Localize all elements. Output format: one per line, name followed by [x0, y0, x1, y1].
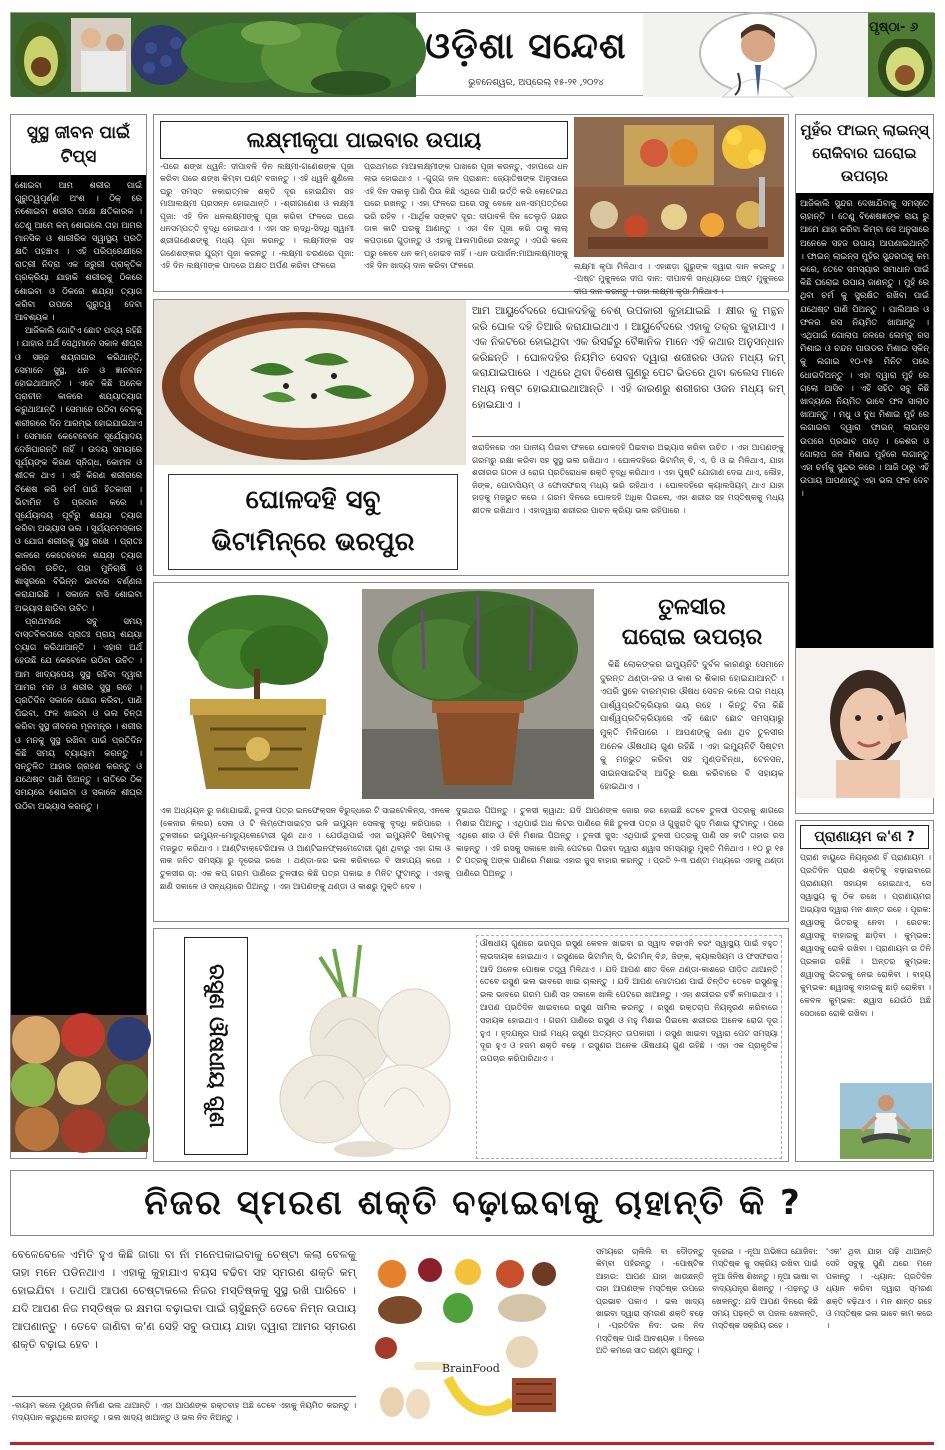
pranayam-yoga-photo: [840, 1083, 932, 1159]
ghola-body: ଖରାଦିନରେ ଏହା ପାନୀୟ ପିଇବା ଫଳରେ ଘୋଳଦହି ପିଇବାର ଅଭ୍ୟାସ କରିବା ଉଚିତ । ଏହା ଆପଣଙ୍କୁ ଗରମରୁ ରକ୍ଷା କରିବା ସହ ସୁସ୍ଥ ଭଲ ରଖିଥାଏ । ଘୋଳଦହିରେ ଭିଟାମିନ୍ ବି, ଏ, ଡି ଓ ଇ ମିଳିଥାଏ, ଯାହା ଶରୀରର ଗଠନ ଓ ରୋଗ ପ୍ରତିରୋଧକ ଶକ୍ତି ବୃଦ୍ଧି କରିଥାଏ । ଏହା ପୁଷ୍ଟି ଯୋଗାଣ ଦେଇ ଥାଏ, ଲୌହ, ଜିଙ୍କ, ପୋଟାସିୟମ୍ ଓ ଫୋସଫରସ୍ ମଧ୍ୟ ଭରି ରହିଥାଏ । ଘୋଳଦହିରେ କ୍ୟାଲସିୟମ୍ ଥାଏ ଯାହା ହାଡ଼କୁ ମଜଭୁତ କରେ । ଗରମ ଦିନରେ ଘୋଳଦହି ଅଧିକ ପିଇଲେ, ଏହା ଶରୀର ସହ ମସ୍ତିଷ୍କକୁ ମଧ୍ୟ ଶୀତଳ ରଖିଥାଏ । ଏହାଦ୍ୱାରା ଶରୀରର ପାଚନ କ୍ରିୟା ଭଲ ରହିପାରେ ।: [472, 443, 784, 515]
memory-col-3: 'ଏକ' ଥିବା ଯାହା ପଢ଼ି ଥାଆନ୍ତି ସେହି ସବୁକୁ ପୁଣି ଥରେ ମନେ ପକାନ୍ତୁ । -ଧ୍ୟାନ: ପ୍ରତିଦିନ ଧ୍ୟାନ କରିବା ଦ୍ୱାରା ସ୍ମରଣ ଶକ୍ତି ବଢ଼ିଥାଏ । ମନ ଶାନ୍ତ ରହେ ଓ ମସ୍ତିଷ୍କ ଭଲ ଭାବେ କାମ କରେ ।: [826, 1247, 932, 1331]
garlic-body: ଔଷଧୀୟ ଗୁଣରେ ଭରପୂର ରସୁଣ କେବଳ ଖାଇବା ର ସ୍ୱାଦ ବଢାଏନି ବରଂ ସ୍ୱାସ୍ଥ୍ୟ ପାଇଁ ବହୁତ ଲାଭଦାୟକ ହୋଇଥାଏ । ରସୁଣରେ ଭିଟାମିନ୍ ସି, ଭିଟାମିନ୍ ବି୬, ଜିଙ୍କ, କ୍ୟାଲସିୟମ ଓ ଫସଫରସ ଆଦି ଅନେକ ପୋଷକ ତତ୍ତ୍ୱ ମିଳିଥାଏ । ଯଦି ଆପଣ ଶୀତ ଦିନେ ଥଣ୍ଡା-କାଶରେ ପୀଡ଼ିତ ଥାଆନ୍ତି ତେବେ ରସୁଣ ଭଲ ଭାବରେ ଖାଇ ଚାଲନ୍ତୁ । ଯଦି ଆପଣ ମୋଟାପଣ ପାଇଁ ଚିନ୍ତିତ ତେବେ ରସୁଣକୁ ଭଲ ଭାବରେ ଗରମ ପାଣି ସହ ସକାଳେ ଖାଲି ପେଟରେ ଖାଆନ୍ତୁ । ଏହା ଶରୀରର ଚର୍ବି କମାଇଥାଏ । ଆପଣ ପ୍ରତିଦିନ ଖାଇବାରେ ରସୁଣ ସାମିଲ କରନ୍ତୁ । ରସୁଣ ରକ୍ତଚାପ ନିୟନ୍ତ୍ରଣ କରିବାରେ ସହାୟକ ହୋଇଥାଏ । ଗରମ ପାଣିରେ ରସୁଣ ଓ ମହୁ ମିଶାଇ ପିଇଲେ ଶରୀରର ଅନେକ ରୋଗ ଦୂର ହୁଏ । ହୃଦଯନ୍ତ୍ର ପାଇଁ ମଧ୍ୟ ରସୁଣ ଅତ୍ୟନ୍ତ ଉପକାରୀ । ରସୁଣ ଖାଇବା ଦ୍ୱାରା ପେଟ ସମସ୍ୟା ଦୂର ହୁଏ ଓ ହଜମ ଶକ୍ତି ବଢ଼େ । ରସୁଣର ଅନେକ ଔଷଧୀୟ ଗୁଣ ରହିଛି । ଏହା ଏକ ପ୍ରାକୃତିକ ଉପଚାର କରିପାରିଥାଏ ।: [476, 935, 782, 1159]
lakshmi-puja-photo: [574, 117, 784, 257]
garlic-title-box: [184, 937, 248, 1155]
page-number: ପୃଷ୍ଠା- ୬: [869, 20, 919, 35]
tulsi-col-1: ଏକ ଅଧ୍ୟୟନ ରୁ ଜଣାଯାଇଛି, ତୁଳସୀ ପତ୍ର ଇନଫେକ୍ସନ ବିରୁଦ୍ଧରେ ଟି ସାଇଟୋକିନ୍ସ, ଏନକେ (କେନାର କିଲର) ସେଲ ଓ ଟି ଲିମ୍ଫୋସାଇଟ୍ସ ଭଳି ଇମ୍ୟୁନ ସେଲକୁ ବୃଦ୍ଧି କରିପାରେ । ତୁଳସୀରେ ଇମ୍ୟୁନ-ମୋଡ୍ୟୁଲେଟୋରୀ ଗୁଣ ଥାଏ । ଯେଉଁଥିପାଇଁ ଏହା ଇମ୍ୟୁନିଟି ସିଷ୍ଟମକୁ ମଜଭୁତ କରିଥାଏ । ଆଣ୍ଟିବାକ୍ଟେରିଆଲ ଓ ଆଣ୍ଟିଇନଫ୍ଲାମେଟୋରୀ ଗୁଣ ଥିବାରୁ ଏହା ଗଳା ଓ ନାକ ଜନିତ ସମସ୍ୟା ରୁ ଦୂରେଇ ରଖେ । ଥଣ୍ଡା-ଜର ଭଲ କରିବାରେ ବି ସାହାଯ୍ୟ କରେ । ତୁଳସୀର ଚା: ଏକ କପ୍ ଗରମ ପାଣିରେ ତୁଳସୀର କିଛି ପତ୍ର ପକାଇ ୫ ମିନିଟ ଫୁଟାନ୍ତୁ । ଏହାକୁ ଛାଣି ସକାଳେ ଓ ସନ୍ଧ୍ୟାରେ ପିଅନ୍ତୁ । ଏହା ଆପଣଙ୍କୁ ଥଣ୍ଡା ଓ କାଶରୁ ମୁକ୍ତି ଦେବ ।: [160, 806, 450, 891]
memory-col-2: ଦୂରେଇ । -ନୂଆ ଅଭିଜ୍ଞତା ଯୋଜିବା: ମସ୍ତିଷ୍କ କୁ ସକ୍ରିୟ ରଖିବା ପାଇଁ ନୂଆ ଜିନିଷ ଶିଖନ୍ତୁ । ନୂଆ ଭାଷା ବା ବାଦ୍ୟଯନ୍ତ୍ର ଶିଖନ୍ତୁ । -ପଢ଼ନ୍ତୁ ଓ ଖେଳନ୍ତୁ: ଯଦି ଆପଣ ଦିନରେ କିଛି ସମୟ ପଢ଼ନ୍ତି ବା ପଜଲ ଖେଳନ୍ତି, ମସ୍ତିଷ୍କ ସକ୍ରିୟ ରହେ ।: [712, 1247, 818, 1331]
ghola-title-line-2: ଭିଟାମିନ୍‌ରେ ଭରପୁର: [211, 527, 415, 557]
memory-foot: -ବାୟାମ କଲେ ମୁଣ୍ଡର ନିର୍ମାଣ ଭଲ ଥାଆନ୍ତି । ଏହା ଆପଣଙ୍କ ରକ୍ତବାହ ଅଛି ତେବେ ଏହାକୁ ନିୟମିତ କରନ୍ତୁ । ମଦ୍ୟପାନ କରୁଥିଲେ ଛାଡ଼ନ୍ତୁ । ଭଲ ଖାଦ୍ୟ ଖାଆନ୍ତୁ ଓ ଭଲ ନିଦ ନିଅନ୍ତୁ ।: [12, 1401, 356, 1423]
memory-article: [10, 1242, 934, 1440]
memory-headline: ନିଜର ସ୍ମରଣ ଶକ୍ତି ବଢ଼ାଇବାକୁ ଚାହାନ୍ତି କି ?: [144, 1183, 802, 1223]
right-column-title: ମୁହଁର ଫାଇନ୍ ଲାଇନ୍ସ୍ ରୋକିବାର ଘରୋଇ ଉପଚାର: [800, 121, 929, 185]
ghola-title: [168, 474, 458, 570]
left-column-body: [11, 175, 146, 1015]
memory-intro-divider: [12, 1396, 356, 1397]
ghola-title-line-1: ଘୋଳଦହି ସବୁ: [245, 485, 381, 515]
masthead-date: ଭୁବନେଶ୍ୱର, ଅପ୍ରେଲ୍ ୧୫-୨୧ ,୨୦୨୪: [468, 78, 604, 88]
brain-food-label: BrainFood: [442, 1362, 500, 1375]
garlic-title: ରସୁଣ ଔଷଧୀୟ ଗୁଣ: [205, 964, 229, 1128]
tulsi-title-line-2: ଘରୋଇ ଉପଚାର: [621, 625, 763, 650]
left-column-para-3: ପ୍ରଥମରେ ସବୁ ସମୟ ବାସ୍ତବିକତାରେ ପ୍ରାତଃ ପ୍ରାୟ ଶଯ୍ୟା ତ୍ୟାଗ କରିଥାଆନ୍ତି । ଏହାର ଅର୍ଥ ହେଉଛି ଯେ କେବେଳେ ଉଠିବା ଉଚିତ । ଆମ ଖାଦ୍ୟପେୟ ସୁସ୍ଥ ରହିବା ଦ୍ୱାରା ଆମର ମନ ଓ ଶରୀର ସୁସ୍ଥ ରହେ । ପ୍ରତିଦିନ ସକାଳେ ଯୋଗ କରିବା, ପାଣି ପିଇବା, ଫଳ ଖାଇବା ଓ ଭଲ ଚିନ୍ତା କରିବା ସୁସ୍ଥ ଜୀବନର ମୂଳମନ୍ତ୍ର । ଶରୀର ଓ ମନକୁ ସୁସ୍ଥ ରଖିବା ପାଇଁ ପ୍ରତିଦିନ କିଛି ସମୟ ବ୍ୟାୟାମ କରନ୍ତୁ । ସନ୍ତୁଳିତ ଆହାର ଗ୍ରହଣ କରନ୍ତୁ ଓ ଯଥେଷ୍ଟ ପାଣି ପିଅନ୍ତୁ । ରାତିରେ ଠିକ ସମୟରେ ଶୋଇବା ଓ ସକାଳେ ଶୀଘ୍ର ଉଠିବା ଅଭ୍ୟାସ କରନ୍ତୁ ।: [15, 615, 142, 811]
right-column-face-photo: [796, 648, 935, 798]
memory-headline-box: [10, 1170, 934, 1236]
lakshmi-col-1: -ପରେ ଶଙ୍ଖ ଧ୍ୱନି: ଦୀପାବଳି ଦିନ ଲକ୍ଷ୍ମୀ-ଗଣେଶଙ୍କ ପୂଜା କରିବା ପରେ ଶଙ୍ଖ କିମ୍ବା ଘଣ୍ଟ ବଜାନ୍ତୁ । ଏହି ଧ୍ୱନି ଶୁଣିଲେ ଘରୁ ସମସ୍ତ ନକାରାତ୍ମକ ଶକ୍ତି ଦୂର ହୋଇଯିବା ସହ ମାଆଲକ୍ଷ୍ମୀ ପ୍ରସନ୍ନ ହୋଇଥାନ୍ତି । -ଶ୍ରୀଗଣେଶ ଓ ଲକ୍ଷ୍ମୀ ପୂଜା: ଏହି ଦିନ ଧନଲକ୍ଷ୍ମୀଙ୍କୁ ପୂଜା କରିବା ଫଳରେ ଘରେ ଧନସମ୍ପତ୍ତି ବୃଦ୍ଧି ହୋଇଥାଏ । ଏହା ସହ ଋଦ୍ଧି-ସିଦ୍ଧି ସ୍ୱାମୀ ଶ୍ରୀଗଣେଶଙ୍କୁ ମଧ୍ୟ ପୂଜା କରନ୍ତୁ । ଲକ୍ଷ୍ମୀଙ୍କ ସହ ଗଣେଶଙ୍କର ଯୁଗ୍ମ ପୂଜା କରନ୍ତୁ । -ଲକ୍ଷ୍ମୀ ଚରଣରେ ପୂଜା: ଏହି ଦିନ ଲକ୍ଷ୍ମୀଙ୍କ ପାଦରେ ଅକ୍ଷତ ଅର୍ପଣ କରିବା ଫଳରେ: [160, 162, 354, 271]
left-column-para-1: ଶୋଇବା ଆମ ଶରୀର ପାଇଁ ଗୁରୁତ୍ୱପୂର୍ଣ୍ଣ ଅଂଶ । ଠିକ୍ ରେ ନଶୋଇବା ଶରୀର ପକ୍ଷେ କ୍ଷତିକାରକ । ତେଣୁ ଆମେ କମ୍ ଶୋଇଲେ ତାହା ଆମର ମାନସିକ ଓ ଶାରୀରିକ ସ୍ୱାସ୍ଥ୍ୟ ପ୍ରତି କ୍ଷତି ପହଞ୍ଚାଏ । ଏହି ପରିପ୍ରେକ୍ଷୀରେ ରାତ୍ରୀ ନିଦ୍ରା ଏକ ଜରୁରୀ ପ୍ରାକୃତିକ ପ୍ରକ୍ରିୟା ଯାହାକି ଶରୀରକୁ ଠିକରେ ଶୋଇବା ଓ ଠିକରେ ଶଯ୍ୟା ତ୍ୟାଗ କରିବା ଉପରେ ଗୁରୁତ୍ୱ ଦେବା ଆବଶ୍ୟକ ।: [15, 180, 142, 323]
tulsi-title-line-1: ତୁଳସୀର: [658, 595, 726, 620]
pranayam-box: [795, 820, 934, 1162]
ghola-article: [153, 299, 789, 576]
ghola-intro: ଆମ ଆୟୁର୍ବେଦରେ ଘୋଳଦହିକୁ ବେଶ୍ ଉପକାରୀ କୁହାଯାଇଛି । କ୍ଷୀର କୁ ମନ୍ଥନ କରି ଘୋଳ ଦହି ତିଆରି କରାଯାଇଥାଏ । ଆୟୁର୍ବେଦରେ ଏହାକୁ ତକ୍ର କୁହାଯାଏ । ଏକ ନିକଟରେ ହୋଇଥିବା ଏକ ରିସର୍ଚ୍ଚରୁ ବୈଜ୍ଞାନିକ ମାନେ ଏହି କଥାର ଅନୁସନ୍ଧାନ କରିଛନ୍ତି । ଘୋଳଦହିର ନିୟମିତ ସେବନ ଦ୍ୱାରା ଶରୀରର ଓଜନ ମଧ୍ୟ କମ୍ କରାଯାଇପାରେ । ଏଥିରେ ଥିବା ବିଶେଷ ଗୁଣରୁ ପେଟ ଭିତରେ ଥିବା କଲେସ ମାନେ ମଧ୍ୟ ନଷ୍ଟ ହୋଇଯାଇଥାଆନ୍ତି । ଏହି କାରଣରୁ ଶରୀରର ଓଜନ ମଧ୍ୟ କମ୍ ହୋଇଯାଏ ।: [472, 305, 784, 411]
left-column: [10, 114, 147, 1159]
right-column-text: ଆଜିକାଲି ସୁନ୍ଦର ଦେଖାଯିବାକୁ ସମସ୍ତେ ଚାହାନ୍ତି । ତେଣୁ ବିଶେଷଜ୍ଞଙ୍କ ରାୟ ରୁ ଆମେ ଯାହା କରିବା କିମ୍ବା ସେ ଅନୁସାରେ ଅନେକେ ସହଜ ଉପାୟ ଆପଣାଇଥାନ୍ତି । ଫାଇନ୍ ଲାଇନ୍ସ ମୁହଁର ସୁନ୍ଦରତାକୁ କମ କରେ, ତେବେ ସମସ୍ୟାର ସମାଧାନ ପାଇଁ କିଛି ଘରୋଇ ଉପାୟ ଜାଣନ୍ତୁ । ମୁହଁ ରେ ଥିବା ଚର୍ମ କୁ ସୁରକ୍ଷିତ ରଖିବା ପାଇଁ ଯଥେଷ୍ଟ ପାଣି ପିଅନ୍ତୁ । ପାଲିଆର ଓ ଫଳର ରସ ନିୟମିତ ଖାଆନ୍ତୁ । ଏଥିପାଇଁ ଗୋଲାପ ଜଳରେ ଲେମ୍ବୁ ରସ ମିଶାଇ ଓ ଚନ୍ଦନ ପାଉଡର ମିଶାଇ ସ୍କିନ୍ କୁ ଲଗାଇ ୧୦-୧୫ ମିନିଟ ପରେ ଧୋଇଦିଅନ୍ତୁ । ଏହା ଦ୍ୱାରା ମୁହଁ ରେ ଗ୍ଲୋ ଆସିବ । ଏହି ସହିତ ସବୁ କିଛି ଖାଦ୍ୟରେ ନିୟମିତ ଭାବେ ଫଳ ସାଲାଡ ଖାଆନ୍ତୁ । ମଧୁ ଓ ଦୁଧ ମିଶାଇ ମୁହଁ ରେ ଲଗାଇବା ଦ୍ୱାରା ଫାଇନ୍ ଲାଇନ୍ସ ଉପରେ ପ୍ରଭାବ ପଡ଼େ । କେଶର ଓ ଗୋଲାପ ଜଳ ମିଶାଇ ମୁହଁରେ ଲଗାନ୍ତୁ ଏହା ଚର୍ମକୁ ସୁନ୍ଦର କରେ । ଆଜି ଠାରୁ ଏହି ଉପାୟ ଆପଣାନ୍ତୁ ଏହା ଭଲ ଫଳ ଦେବ ।: [800, 198, 929, 499]
left-column-para-2: ଆଜିକାଲି ଗୋଟିଏ ଛୋଟ ପଦ୍ୟ ରହିଛି । ଯାହାର ଅର୍ଥ ସେଥିମାନେ ସକାଳ ଶୀଘ୍ର ଓ ସଞ୍ଜ ଶୟନାଗାର କରିଥାନ୍ତି, ସେମାନେ ସୁସ୍ଥ, ଧନ ଓ ଜ୍ଞାନବାନ ହୋଇଥାଆନ୍ତି । ଏବେ କିଛି ଅନେକ ପ୍ରାଚୀନ କାଳରେ ଶଯ୍ୟାତ୍ୟାଗ କରୁଥାଆନ୍ତି । ସେମାନେ ଉଠିବା ବେଳକୁ ଶରୀରରେ ଦିନ ଆରମ୍ଭ ହୋଇଯାଇଥାଏ । ସେମାନେ କେବେବେଳେ ସୂର୍ଯ୍ୟୋଦୟ ଦେଖିପାରନ୍ତି ନାହିଁ । ଉଦୟ ସମୟରେ ସୂର୍ଯ୍ୟଙ୍କ କିରଣ ସ୍ନିଗ୍ଧ, କୋମଳ ଓ ଶୀତଳ ଥାଏ । ଏହି କିରଣ ଶରୀରରେ ବିଶେଷ କରି ଚର୍ମ ପାଇଁ ହିତକାରୀ । ଭିଟାମିନ ଡି ପ୍ରଦାନ କରେ । ସୂର୍ଯ୍ୟୋଦୟ ପୂର୍ବରୁ ଶଯ୍ୟା ତ୍ୟାଗ କରିବା ଅଭ୍ୟାସ ଭଲ । ସୂର୍ଯ୍ୟନମସ୍କାର ଓ ଯୋଗ ଶରୀରକୁ ସୁସ୍ଥ ରଖେ । ପ୍ରାତଃ କାଳରେ କେତେବେଳେ ଶଯ୍ୟା ତ୍ୟାଗ କରିବା ଉଚିତ, ତାହା ମୁନିଋଷି ଓ ଶାସ୍ତ୍ରରେ ବିଭିନ୍ନ ଭାବରେ ବର୍ଣ୍ଣନା କରାଯାଇଛି । ସକାଳେ ବାସି ଶୋଇବା ଅଭ୍ୟାସ ଛାଡିବା ଉଚିତ ।: [15, 325, 143, 613]
tulsi-intro: କିଛି ଲୋକଙ୍କର ଇମ୍ୟୁନିଟି ଦୁର୍ବଳ କାରଣରୁ ସେମାନେ ଦୁରନ୍ତ ଥଣ୍ଡା-ଜର ଓ କାଶ ର ଶିକାର ହୋଇଯାଆନ୍ତି । ଏପରି ସ୍ଥଳେ ବାରମ୍ବାର ଔଷଧ ସେବନ କଲେ ତାର ମଧ୍ୟ ପାର୍ଶ୍ୱପ୍ରତିକ୍ରିୟାର ଭୟ ରହେ । କିନ୍ତୁ ବିନା କିଛି ପାର୍ଶ୍ୱପ୍ରତିକ୍ରିୟାରେ ଏହି ଛୋଟ ଛୋଟ ସମସ୍ୟାରୁ ମୁକ୍ତି ମିଳିପାରେ । ଆପଣଙ୍କୁ ଜଣା ଥିବ ତୁଳସୀର ଅନେକ ଔଷଧୀୟ ଗୁଣ ରହିଛି । ଏହା ଇମ୍ୟୁନିଟି ସିଷ୍ଟମ କୁ ମଜଭୁତ କରିବା ସହ ମୁଣ୍ଡବିନ୍ଧା, ଟେନସନ, ସାଇନସାଇଟିସ୍ ଆଦିରୁ ରକ୍ଷା କରିବାରେ ବି ସହାୟକ ହୋଇଥାଏ ।: [600, 660, 784, 793]
masthead: [10, 12, 934, 96]
tulsi-plant-photo: [362, 589, 594, 799]
right-column: [795, 114, 934, 814]
lakshmi-article: [153, 114, 789, 296]
tulsi-col-2: ଦୁଇଥର ପିଅନ୍ତୁ । ତୁଳସୀ କ୍ୱାଥ: ଯଦି ଆପଣଙ୍କ ଜୋର ଜର ହୋଇଛି ତେବେ ତୁଳସୀ ପତ୍ରକୁ ଶାଗରେ ମିଶାଇ ପିଅନ୍ତୁ । ଏଥିପାଇଁ ଅଧ ଲିଟର ପାଣିରେ କିଛି ତୁଳସୀ ପତ୍ର ଓ ଗୁଜୁରାତି ଗୁଡ଼ ମିଶାଇ ଫୁଟାନ୍ତୁ । ପରେ ଏଥିରେ ଶୀର ଓ ଚିନି ମିଶାଇ ପିଅନ୍ତୁ । ତୁଳସୀ ଜୁସ: ଏଥିପାଇଁ ତୁଳସୀ ପତ୍ରକୁ ପାଣି ସହ ବାଟି ତାହାର ରସ କାଢ଼ନ୍ତୁ । ଏହି ରସକୁ ସକାଳେ ଖାଲି ପେଟରେ ପିଇବା ଦ୍ୱାରା ଶ୍ୱାସ ସମସ୍ୟାରୁ ମୁକ୍ତି ମିଳିଥାଏ । ୧୦ ରୁ ୧୫ ଟି ପତ୍ରକୁ ଅଙ୍କ ପାଣିରେ ମିଶାଇ ଏହାର ଜୁସ ବାହାର କରନ୍ତୁ । ପ୍ରତି ୨-୩ ଘଣ୍ଟା ମଧ୍ୟରେ ଏହାକୁ ଥଣ୍ଡା ପାଣିରେ ପିଅନ୍ତୁ ।: [456, 806, 784, 878]
masthead-title: ଓଡ଼ିଶା ସନ୍ଦେଶ: [425, 26, 627, 67]
pranayam-title: ପ୍ରାଣାୟମ କ'ଣ ?: [800, 825, 929, 849]
right-column-body: [796, 193, 933, 648]
ghola-divider: [472, 436, 784, 437]
masthead-left-photo: [11, 13, 416, 97]
lakshmi-col-3: ଲକ୍ଷ୍ମୀ କୃପା ମିଳିଥାଏ । ଏହାଛଡ଼ା ଗୁରୁଙ୍କ ଦ୍ୱାରା ଦାନ କରନ୍ତୁ । -ଅଷ୍ଟ ମୁକୁଳରେ ଦୀପ ଦାନ: ଦୀପାବଳି ସନ୍ଧ୍ୟାରେ ଅଷ୍ଟ ମୁକୁଳରେ ଦୀପ ଦାନ କରନ୍ତୁ । ତାହା ଲକ୍ଷ୍ମୀ କୃପା ମିଳିଥାଏ ।: [574, 262, 784, 296]
pranayam-body: ପ୍ରାଣ ବାୟୁରେ ନିୟନ୍ତ୍ରଣ ହିଁ ପ୍ରାଣାୟମ । ପ୍ରତିଦିନ ପ୍ରାଣ ଶକ୍ତିକୁ ବଢ଼ାଇବାରେ ପ୍ରାଣାୟମ ସହାୟକ ହୋଇଥାଏ, ସେ ସ୍ୱାସ୍ଥ୍ୟ କୁ ଠିକ ରଖେ । ପ୍ରାଣାୟମର ଅଭ୍ୟାସ ଦ୍ୱାରା ମନ ଶାନ୍ତ ରହେ । ପୂରକ: ଶ୍ୱାସକୁ ଭିତରକୁ ନେବା । ରେଚକ: ଶ୍ୱାସକୁ ବାହାରକୁ ଛାଡ଼ିବା । କୁମ୍ଭକ: ଶ୍ୱାସକୁ ରୋକି ରଖିବା । ପ୍ରାଣାୟମ ର ତିନି ପ୍ରକାର ରହିଛି । ଅନ୍ତର କୁମ୍ଭକ: ଶ୍ୱାସକୁ ଭିତରକୁ ନେଇ ରୋକିବା । ବାହ୍ୟ କୁମ୍ଭକ: ଶ୍ୱାସକୁ ବାହାରକୁ ଛାଡ଼ି ରୋକିବା । କେବଳ କୁମ୍ଭକ: ଶ୍ୱାସ ଯେଉଁଠି ଅଛି ସେଠାରେ ରୋକି ରଖିବା ।: [800, 853, 931, 1018]
ghola-buttermilk-photo: [154, 300, 466, 465]
brain-food-photo: [362, 1252, 562, 1440]
lakshmi-col-2: ପ୍ରଥମରେ ମାଆଲକ୍ଷ୍ମୀଙ୍କ ପାଖରେ ପୂଜା କରନ୍ତୁ, ଏହାପରେ ଧନ ଲାଭ ହୋଇଥାଏ । -ଗୁଗ୍ଗ ଜଳ ପ୍ରାଶନ: ଜ୍ୟୋତିଷଙ୍କ ଅନୁସାରେ ଏହି ଦିନ ସକାଳୁ ପାଣି ପିଉ କିଛି ଏଥିରେ ପାଣି ଭର୍ତ୍ତି କରି ଲୋଟେଇଥ ଘରେ ରଖନ୍ତୁ । ଏହା ଫଳରେ ଘରେ ସବୁ ବେଳେ ଧନ-ସମ୍ପତ୍ତିରେ ଭରି ରହିବ । -ଆର୍ଥିକ ସଙ୍କଟ ଦୂର: ଦୀପାବଳି ଦିନ ତେଲୁଡ଼ି ଗଛର ଡାଳ କାଟି ଘରକୁ ଆଣନ୍ତୁ । ଏହା ଦିନ ପୂଜା କରି ତାକୁ ଲାଲ୍ କପଡ଼ାରେ ଗୁଡ଼ାନ୍ତୁ ଓ ଏହାକୁ ଆଲମାରିରେ ରଖନ୍ତୁ । ଏପରି କଲେ ଘରୁ କେବେ ଧନ କମ୍ ହୋଇବ ନାହିଁ । -ଧନ ଉପାର୍ଜନ:ମାଆଲକ୍ଷ୍ମୀଙ୍କୁ ଏହି ଦିନ ଖାଦ୍ୟ ଦାନ କରିବା ଫଳରେ: [364, 162, 568, 271]
memory-col-1: ସମୟରେ ଚାଲିଲି ବା ଦୌଡ଼ନ୍ତୁ କିମ୍ବା ପହଁରନ୍ତୁ । -ପୋଷ୍ଟିକ ଆହାର: ଆପଣ ଯାହା ଖାଉଛନ୍ତି ତାହା ଆପଣଙ୍କ ମସ୍ତିଷ୍କ ଉପରେ ପ୍ରଭାବ ପକାଏ । ଭଲ ଖାଦ୍ୟ ଖାଇବା ଦ୍ୱାରା ସ୍ମରଣ ଶକ୍ତି ବଢ଼େ । -ପ୍ରତିଦିନ ନିଦ: ଭଲ ନିଦ ମସ୍ତିଷ୍କ ପାଇଁ ଆବଶ୍ୟକ । ଦିନରେ ଅତି କମରେ ସାତ ଘଣ୍ଟା ଶୁଅନ୍ତୁ ।: [596, 1247, 704, 1356]
tulsi-article: [153, 582, 789, 922]
lakshmi-title: ଲକ୍ଷ୍ମୀକୃପା ପାଇବାର ଉପାୟ: [160, 121, 568, 159]
tulsi-pot-photo: [160, 589, 356, 799]
left-column-title: ସୁସ୍ଥ ଜୀବନ ପାଇଁ ଟିପ୍ସ: [11, 115, 146, 175]
memory-intro: ବେଳେବେଳେ ଏମିତି ହୁଏ କିଛି ଜାଗା ବା ନାଁ ମନେପକାଇବାକୁ ଚେଷ୍ଟା କଲା ବେଳକୁ ତାହା ମନେ ପଡିନଥାଏ । ଏହାକୁ କୁହାଯାଏ ବୟସ ବଢିବା ସହ ସ୍ମରଣ ଶକ୍ତି କମ୍ ହୋଇଯିବା । ତଥାପି ଆପଣ ଚେଷ୍ଟାକଲେ ନିଜର ମସ୍ତିଷ୍କକୁ ସୁସ୍ଥ ରଖି ପାରିବେ । ଯଦି ଆପଣ ନିଜ ମସ୍ତିଷ୍କ ର କ୍ଷମତା ବଢ଼ାଇବା ପାଇଁ ଚାହୁଁଛନ୍ତି ତେବେ ନିମ୍ନ ଉପାୟ ଆପଣାନ୍ତୁ । ତେବେ ଜାଣିବା କ'ଣ ସେହି ସବୁ ଉପାୟ ଯାହା ଦ୍ୱାରା ଆମର ସ୍ମରଣ ଶକ୍ତି ବଢ଼ାଇ ହେବ ।: [12, 1248, 356, 1351]
bottom-rule: [10, 1442, 934, 1445]
tulsi-title: [600, 593, 784, 653]
garlic-article: [153, 928, 789, 1162]
left-column-food-photo: [11, 1015, 148, 1152]
garlic-photo: [264, 939, 472, 1159]
